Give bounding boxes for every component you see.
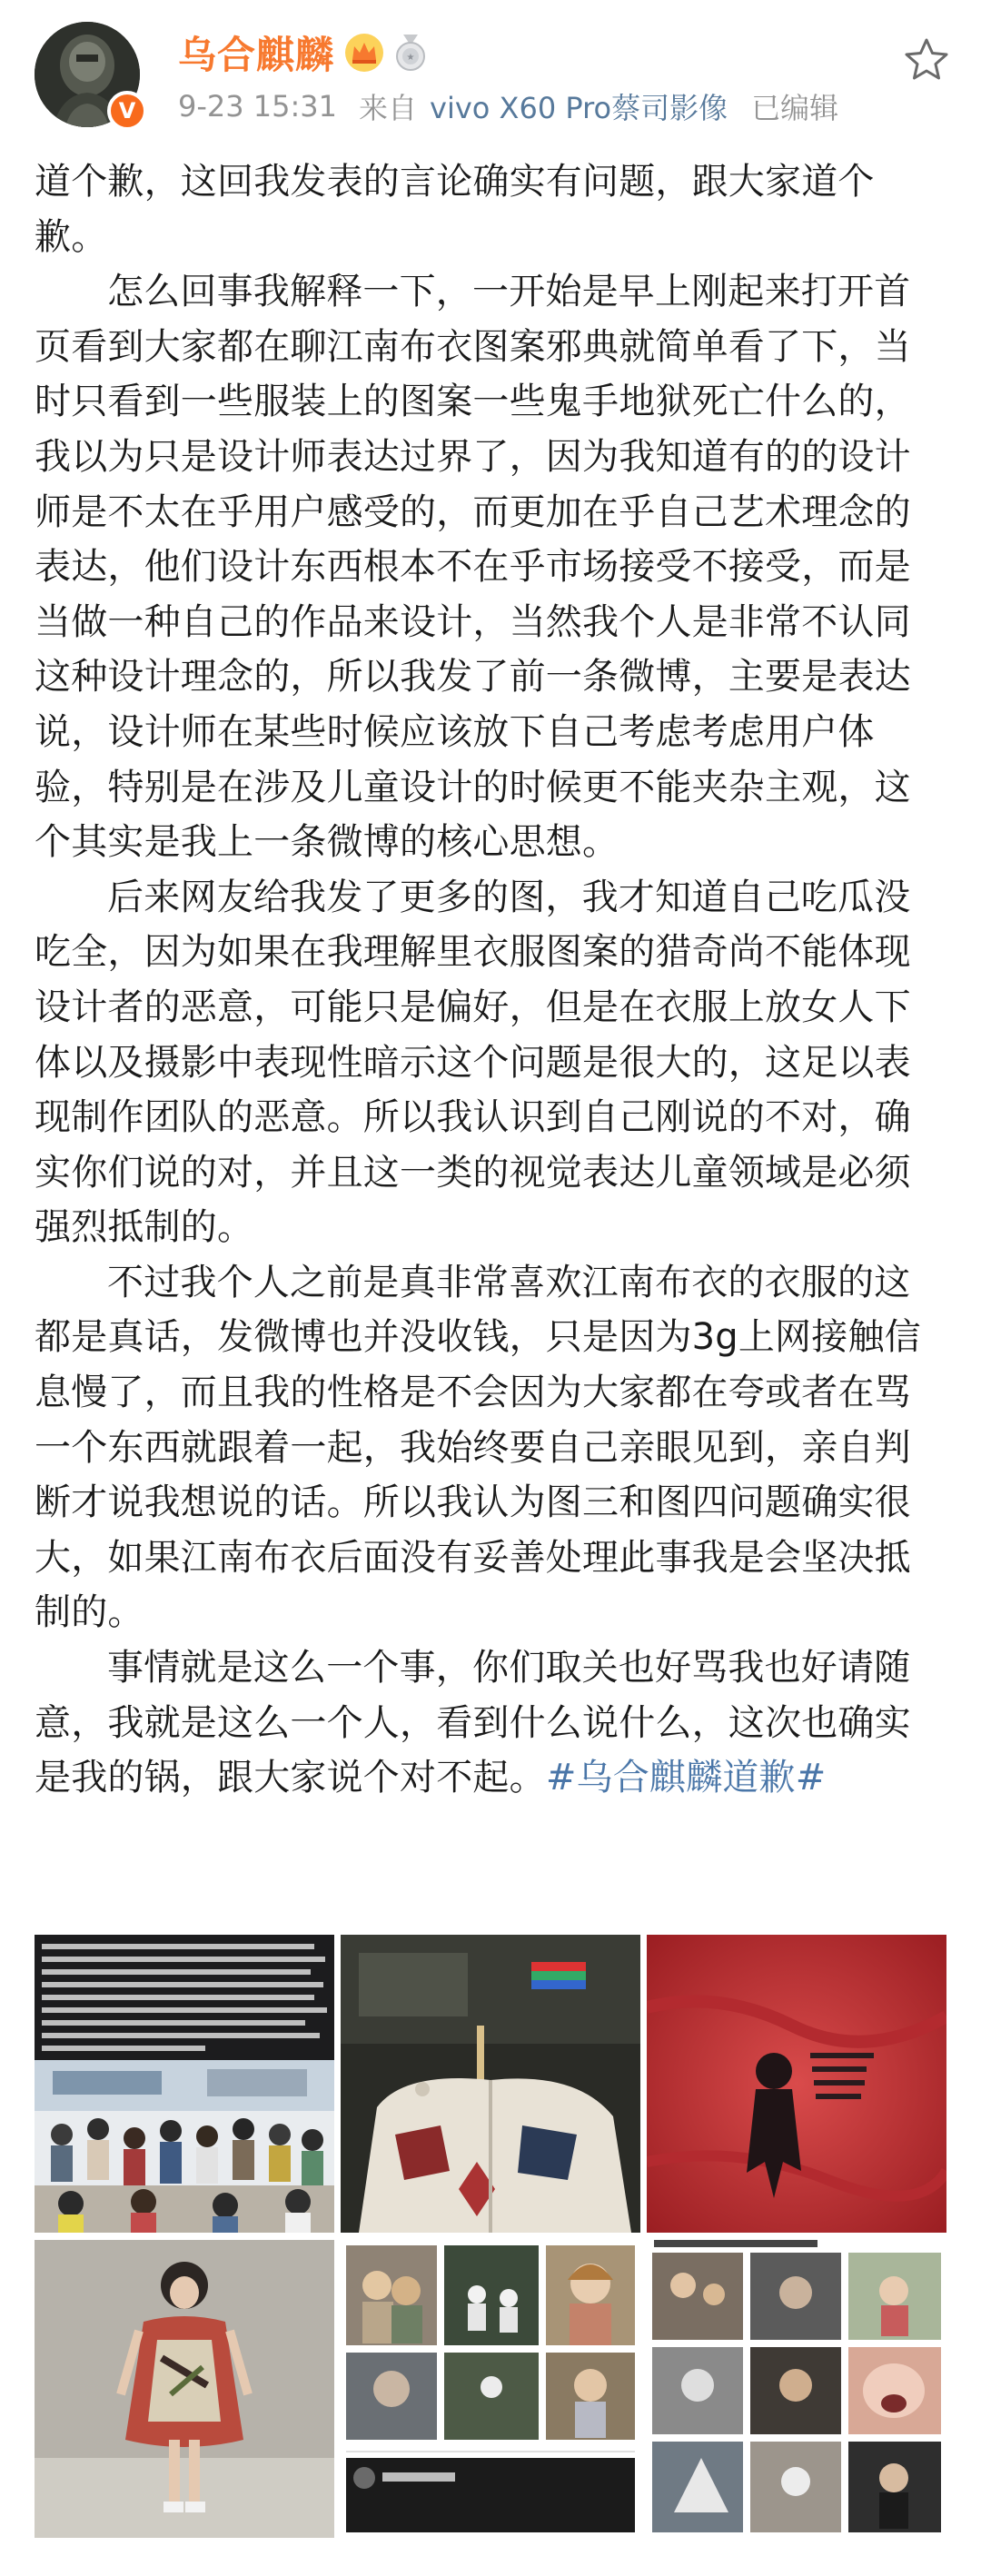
post-time: 9-23 15:31 — [178, 89, 338, 124]
source-prefix: 来自 — [359, 91, 418, 125]
image-3-red-fabric-print[interactable] — [647, 1935, 946, 2233]
svg-text:★: ★ — [406, 53, 415, 63]
username[interactable]: 乌合麒麟 — [178, 33, 335, 77]
source-device[interactable]: vivo X60 Pro蔡司影像 — [430, 91, 728, 125]
verified-v-icon: V — [107, 91, 147, 131]
image-2-knit-sweater-photo[interactable] — [341, 1935, 640, 2233]
star-icon[interactable] — [903, 36, 950, 84]
paragraph-2: 怎么回事我解释一下，一开始是早上刚起来打开首页看到大家都在聊江南布衣图案邪典就简单看了下，当时只看到一些服装上的图案一些鬼手地狱死亡什么的，我以为只是设计师表达过界了，因为我知道有的的设计师是不太在乎用户感受的，而更加在乎自己艺术理念的表达，他们设计东西根本不在乎市场接受不接受，而是当做一种自己的作品来设计，当然我个人是非常不认同这种设计理念的，所以我发了前一条微博，主要是表达说，设计师在某些时候应该放下自己考虑考虑用户体验，特别是在涉及儿童设计的时候更不能夹杂主观，这个其实是我上一条微博的核心思想。 — [35, 271, 911, 864]
paragraph-5 — [35, 1640, 946, 1806]
medal-icon — [392, 33, 429, 73]
paragraph-4: 不过我个人之前是真非常喜欢江南布衣的衣服的这都是真话，发微博也并没收钱，只是因为3g上网接触信息慢了，而且我的性格是不会因为大家都在夸或者在骂一个东西就跟着一起，我始终要自己亲眼见到，亲自判断才说我想说的话。所以我认为图三和图四问题确实很大，如果江南布衣后面没有妥善处理此事我是会坚决抵制的。 — [35, 1261, 921, 1634]
edited-label[interactable]: 已编辑 — [751, 91, 839, 125]
image-5-children-photo-collage[interactable] — [341, 2240, 640, 2538]
paragraph-3: 后来网友给我发了更多的图，我才知道自己吃瓜没吃全，因为如果在我理解里衣服图案的猎奇尚不能体现设计者的恶意，可能只是偏好，但是在衣服上放女人下体以及摄影中表现性暗示这个问题是很大的，这足以表现制作团队的恶意。所以我认识到自己刚说的不对，确实你们说的对，并且这一类的视觉表达儿童领域是必须强烈抵制的。 — [35, 876, 911, 1249]
post-header — [0, 0, 981, 154]
hashtag-link[interactable]: #乌合麒麟道歉# — [545, 1757, 827, 1799]
post-body — [35, 154, 946, 1806]
image-grid — [35, 1935, 946, 2552]
image-6-children-photo-grid[interactable] — [647, 2240, 946, 2538]
username-row — [178, 27, 429, 78]
paragraph-1: 道个歉，这回我发表的言论确实有问题，跟大家道个歉。 — [35, 161, 875, 258]
post-meta — [178, 85, 838, 127]
image-4-runway-child-dress[interactable] — [35, 2240, 334, 2538]
image-1-text-and-crowd-screenshot[interactable] — [35, 1935, 334, 2233]
crown-icon — [343, 32, 385, 74]
paragraph-5-text: 事情就是这么一个事，你们取关也好骂我也好请随意，我就是这么一个人，看到什么说什么，这次也确实是我的锅，跟大家说个对不起。 — [35, 1647, 911, 1799]
